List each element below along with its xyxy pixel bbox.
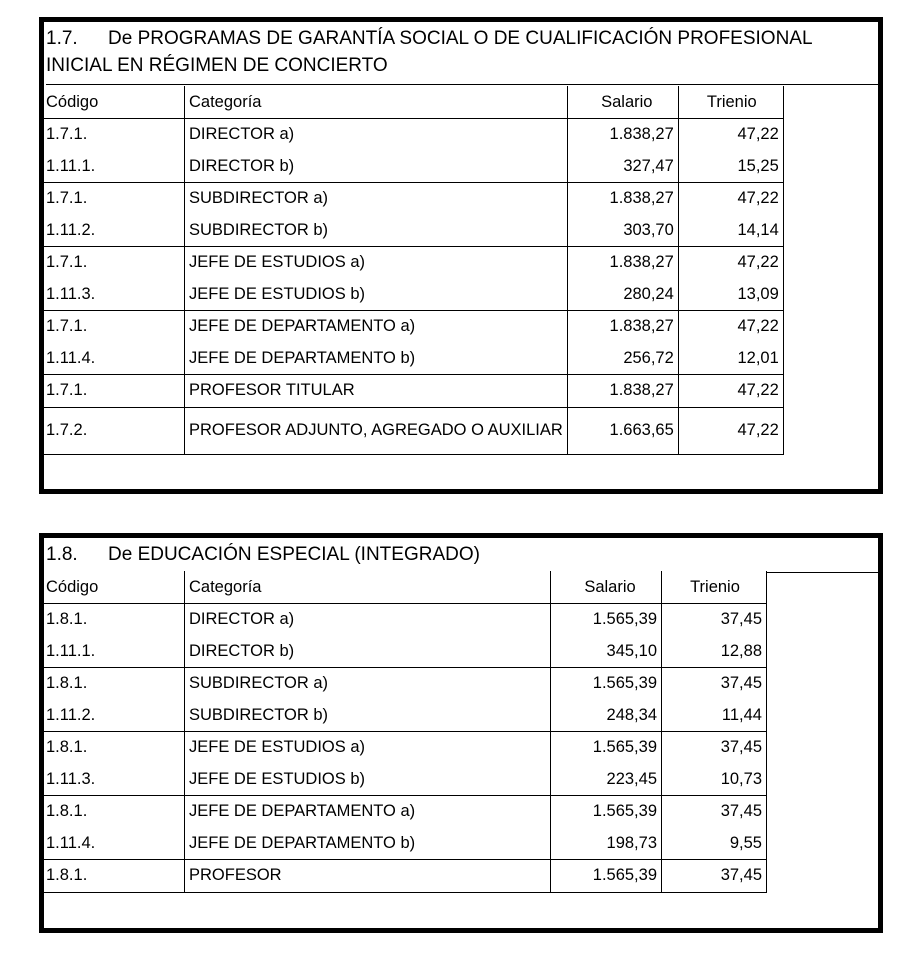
cell-trienio: 11,44 xyxy=(662,700,767,732)
cell-categoria: JEFE DE ESTUDIOS a) xyxy=(185,732,551,764)
cell-salario: 1.838,27 xyxy=(567,183,678,215)
section-title xyxy=(46,22,878,85)
table-row xyxy=(44,119,783,151)
salary-table-1-7 xyxy=(39,17,883,494)
header-codigo: Código xyxy=(44,571,185,604)
cell-categoria: SUBDIRECTOR a) xyxy=(185,183,568,215)
cell-salario: 248,34 xyxy=(551,700,662,732)
cell-trienio: 47,22 xyxy=(678,183,783,215)
table-row xyxy=(44,764,767,796)
cell-salario: 1.565,39 xyxy=(551,860,662,893)
table-row xyxy=(44,279,783,311)
cell-trienio: 13,09 xyxy=(678,279,783,311)
cell-codigo: 1.8.1. xyxy=(44,796,185,828)
cell-categoria: JEFE DE ESTUDIOS b) xyxy=(185,279,568,311)
cell-trienio: 47,22 xyxy=(678,247,783,279)
cell-categoria: JEFE DE ESTUDIOS a) xyxy=(185,247,568,279)
header-trienio: Trienio xyxy=(678,86,783,119)
cell-codigo: 1.8.1. xyxy=(44,860,185,893)
cell-salario: 1.838,27 xyxy=(567,247,678,279)
cell-codigo: 1.11.3. xyxy=(44,764,185,796)
cell-codigo: 1.11.4. xyxy=(44,828,185,860)
cell-categoria: JEFE DE DEPARTAMENTO a) xyxy=(185,311,568,343)
cell-trienio: 37,45 xyxy=(662,860,767,893)
table-row xyxy=(44,796,767,828)
cell-categoria: JEFE DE DEPARTAMENTO a) xyxy=(185,796,551,828)
cell-trienio: 12,01 xyxy=(678,343,783,375)
cell-codigo: 1.8.1. xyxy=(44,604,185,636)
cell-salario: 1.565,39 xyxy=(551,796,662,828)
cell-categoria: PROFESOR ADJUNTO, AGREGADO O AUXILIAR xyxy=(185,407,568,454)
cell-trienio: 14,14 xyxy=(678,215,783,247)
section-title xyxy=(46,538,878,573)
salary-grid xyxy=(44,86,784,455)
cell-salario: 256,72 xyxy=(567,343,678,375)
cell-trienio: 47,22 xyxy=(678,119,783,151)
header-codigo: Código xyxy=(44,86,185,119)
cell-trienio: 47,22 xyxy=(678,375,783,408)
header-categoria: Categoría xyxy=(185,571,551,604)
table-row xyxy=(44,247,783,279)
cell-trienio: 47,22 xyxy=(678,311,783,343)
cell-salario: 280,24 xyxy=(567,279,678,311)
table-row xyxy=(44,860,767,893)
cell-trienio: 12,88 xyxy=(662,636,767,668)
table-header-row xyxy=(44,571,767,604)
table-row xyxy=(44,700,767,732)
cell-categoria: SUBDIRECTOR a) xyxy=(185,668,551,700)
cell-codigo: 1.7.2. xyxy=(44,407,185,454)
cell-salario: 1.838,27 xyxy=(567,375,678,408)
cell-trienio: 47,22 xyxy=(678,407,783,454)
cell-trienio: 37,45 xyxy=(662,668,767,700)
cell-categoria: JEFE DE DEPARTAMENTO b) xyxy=(185,343,568,375)
cell-salario: 1.565,39 xyxy=(551,604,662,636)
cell-categoria: DIRECTOR b) xyxy=(185,636,551,668)
cell-categoria: SUBDIRECTOR b) xyxy=(185,215,568,247)
cell-categoria: PROFESOR xyxy=(185,860,551,893)
cell-salario: 1.838,27 xyxy=(567,119,678,151)
cell-salario: 1.565,39 xyxy=(551,668,662,700)
section-heading: De PROGRAMAS DE GARANTÍA SOCIAL O DE CUALIFICACIÓN PROFESIONAL INICIAL EN RÉGIMEN DE CONCIERTO xyxy=(46,28,812,76)
cell-categoria: DIRECTOR b) xyxy=(185,151,568,183)
header-trienio: Trienio xyxy=(662,571,767,604)
table-row xyxy=(44,215,783,247)
cell-codigo: 1.11.2. xyxy=(44,700,185,732)
table-row xyxy=(44,668,767,700)
cell-salario: 1.663,65 xyxy=(567,407,678,454)
cell-codigo: 1.7.1. xyxy=(44,247,185,279)
section-number: 1.7. xyxy=(46,28,78,49)
cell-salario: 303,70 xyxy=(567,215,678,247)
cell-categoria: PROFESOR TITULAR xyxy=(185,375,568,408)
cell-trienio: 37,45 xyxy=(662,604,767,636)
cell-categoria: JEFE DE DEPARTAMENTO b) xyxy=(185,828,551,860)
table-row xyxy=(44,828,767,860)
cell-trienio: 15,25 xyxy=(678,151,783,183)
table-row xyxy=(44,183,783,215)
cell-codigo: 1.11.3. xyxy=(44,279,185,311)
cell-salario: 345,10 xyxy=(551,636,662,668)
cell-codigo: 1.11.1. xyxy=(44,636,185,668)
header-salario: Salario xyxy=(551,571,662,604)
cell-codigo: 1.7.1. xyxy=(44,119,185,151)
cell-salario: 1.838,27 xyxy=(567,311,678,343)
cell-codigo: 1.8.1. xyxy=(44,732,185,764)
cell-codigo: 1.11.1. xyxy=(44,151,185,183)
cell-codigo: 1.8.1. xyxy=(44,668,185,700)
cell-categoria: DIRECTOR a) xyxy=(185,604,551,636)
table-row xyxy=(44,604,767,636)
cell-codigo: 1.7.1. xyxy=(44,183,185,215)
salary-table-1-8 xyxy=(39,533,883,933)
cell-trienio: 37,45 xyxy=(662,796,767,828)
cell-trienio: 9,55 xyxy=(662,828,767,860)
table-header-row xyxy=(44,86,783,119)
section-number: 1.8. xyxy=(46,544,78,565)
cell-codigo: 1.7.1. xyxy=(44,375,185,408)
table-row xyxy=(44,151,783,183)
cell-codigo: 1.11.2. xyxy=(44,215,185,247)
table-row xyxy=(44,311,783,343)
cell-categoria: DIRECTOR a) xyxy=(185,119,568,151)
cell-salario: 327,47 xyxy=(567,151,678,183)
cell-categoria: JEFE DE ESTUDIOS b) xyxy=(185,764,551,796)
cell-trienio: 37,45 xyxy=(662,732,767,764)
cell-salario: 198,73 xyxy=(551,828,662,860)
header-categoria: Categoría xyxy=(185,86,568,119)
table-row xyxy=(44,407,783,454)
cell-codigo: 1.7.1. xyxy=(44,311,185,343)
table-row xyxy=(44,732,767,764)
table-row xyxy=(44,636,767,668)
table-row xyxy=(44,343,783,375)
cell-salario: 1.565,39 xyxy=(551,732,662,764)
cell-trienio: 10,73 xyxy=(662,764,767,796)
salary-grid xyxy=(44,571,767,893)
cell-categoria: SUBDIRECTOR b) xyxy=(185,700,551,732)
cell-salario: 223,45 xyxy=(551,764,662,796)
cell-codigo: 1.11.4. xyxy=(44,343,185,375)
header-salario: Salario xyxy=(567,86,678,119)
table-row xyxy=(44,375,783,408)
section-heading: De EDUCACIÓN ESPECIAL (INTEGRADO) xyxy=(108,544,480,565)
